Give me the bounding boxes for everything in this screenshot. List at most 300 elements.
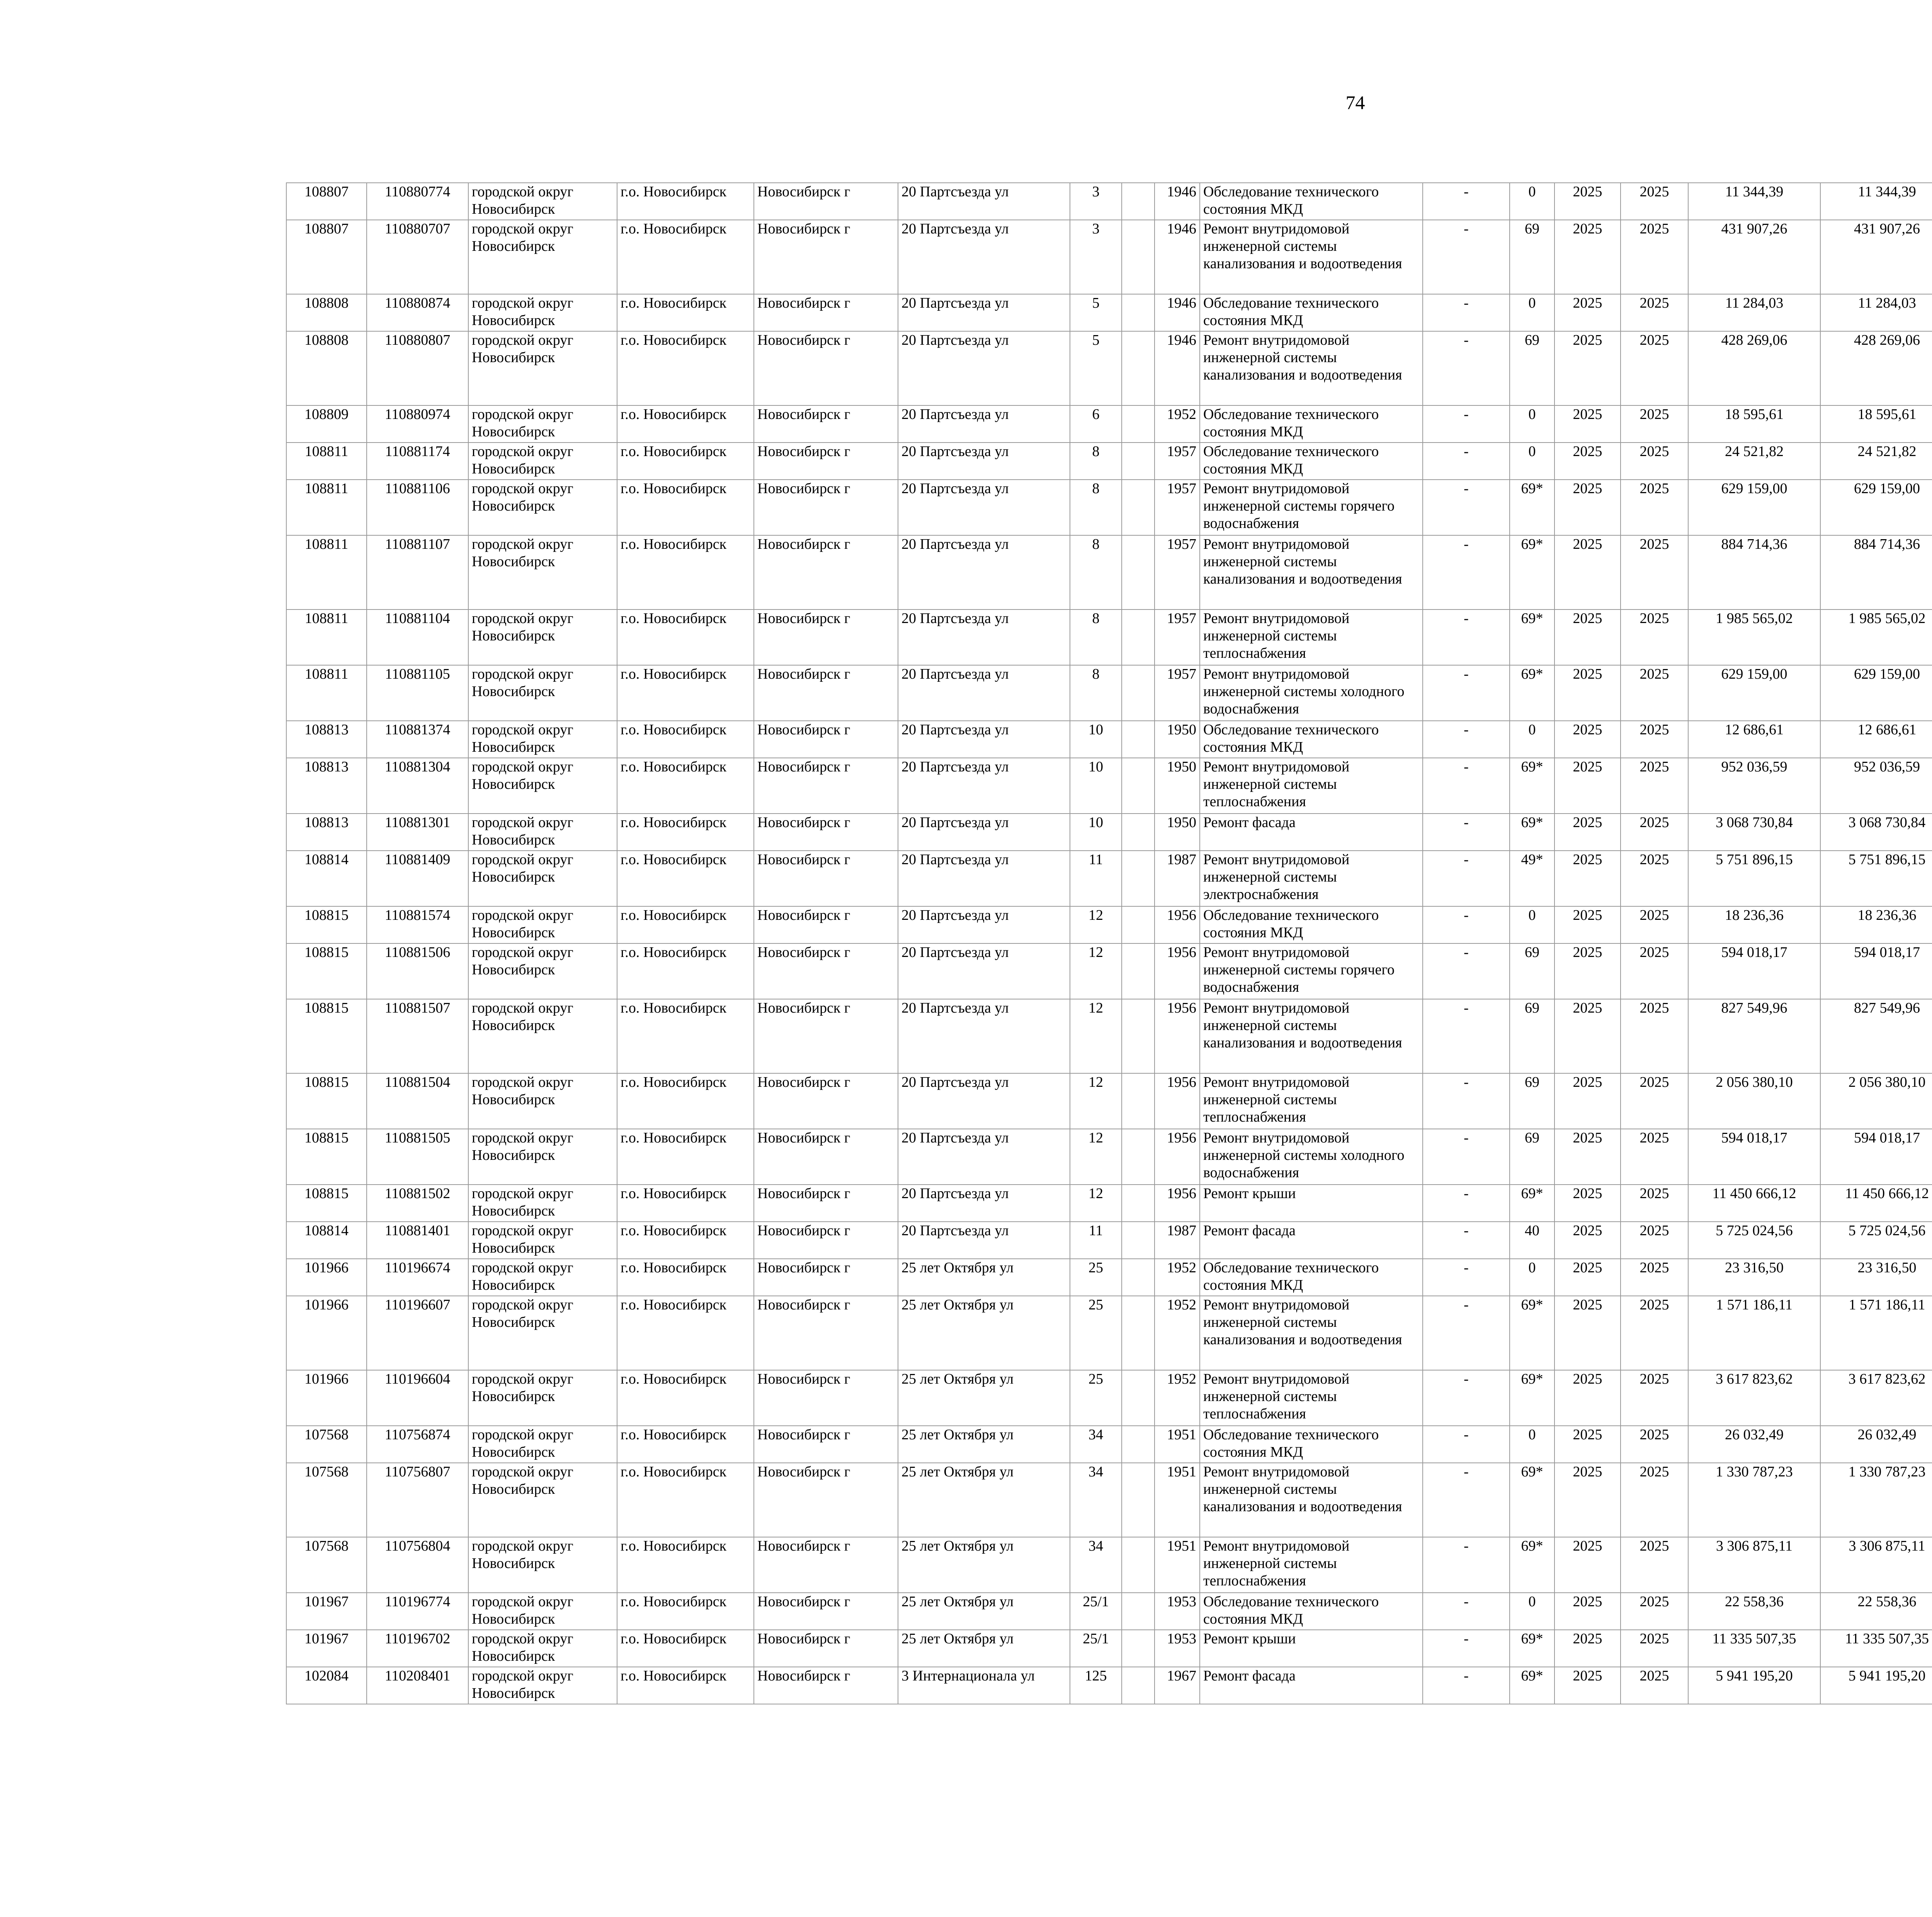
cell-municipality: городской округ Новосибирск [468, 294, 617, 331]
cell-house-number: 34 [1070, 1463, 1122, 1537]
cell-cost-fund: 3 306 875,11 [1820, 1537, 1932, 1593]
cell-street: 20 Партсъезда ул [898, 480, 1070, 535]
cell-work-type: Ремонт внутридомовой инженерной системы холодного водоснабжения [1200, 665, 1423, 721]
cell-total-cost: 629 159,00 [1688, 665, 1820, 721]
cell-plan-year-end: 2025 [1621, 1259, 1688, 1296]
cell-dash: - [1423, 220, 1510, 294]
cell-year-built: 1956 [1155, 906, 1200, 943]
cell-dash: - [1423, 721, 1510, 758]
cell-total-cost: 1 571 186,11 [1688, 1296, 1820, 1370]
cell-object-id: 108811 [286, 443, 367, 480]
table-row [286, 1185, 1932, 1222]
cell-plan-year-start: 2025 [1554, 609, 1621, 665]
cell-total-cost: 431 907,26 [1688, 220, 1820, 294]
cell-municipal-abbr: г.о. Новосибирск [617, 1129, 754, 1185]
cell-dash: - [1423, 294, 1510, 331]
cell-street: 25 лет Октября ул [898, 1630, 1070, 1667]
cell-wear-percent: 69* [1510, 814, 1554, 851]
cell-plan-year-start: 2025 [1554, 1185, 1621, 1222]
cell-work-id: 110881505 [367, 1129, 468, 1185]
cell-plan-year-start: 2025 [1554, 943, 1621, 999]
cell-cost-fund: 11 344,39 [1820, 183, 1932, 220]
cell-locality: Новосибирск г [754, 405, 898, 443]
cell-work-type: Обследование технического состояния МКД [1200, 294, 1423, 331]
table-row [286, 1073, 1932, 1129]
cell-house-number: 5 [1070, 294, 1122, 331]
cell-locality: Новосибирск г [754, 943, 898, 999]
cell-object-id: 108815 [286, 906, 367, 943]
cell-wear-percent: 0 [1510, 1259, 1554, 1296]
cell-building [1122, 1296, 1155, 1370]
cell-municipal-abbr: г.о. Новосибирск [617, 1537, 754, 1593]
cell-total-cost: 11 450 666,12 [1688, 1185, 1820, 1222]
cell-work-id: 110881506 [367, 943, 468, 999]
cell-building [1122, 665, 1155, 721]
cell-plan-year-end: 2025 [1621, 851, 1688, 906]
cell-locality: Новосибирск г [754, 443, 898, 480]
cell-plan-year-end: 2025 [1621, 480, 1688, 535]
cell-dash: - [1423, 814, 1510, 851]
cell-street: 20 Партсъезда ул [898, 294, 1070, 331]
cell-street: 20 Партсъезда ул [898, 1073, 1070, 1129]
cell-total-cost: 5 725 024,56 [1688, 1222, 1820, 1259]
cell-municipal-abbr: г.о. Новосибирск [617, 1370, 754, 1426]
page-number: 74 [1345, 92, 1365, 113]
cell-plan-year-end: 2025 [1621, 1073, 1688, 1129]
table-row [286, 1370, 1932, 1426]
cell-building [1122, 405, 1155, 443]
cell-street: 20 Партсъезда ул [898, 331, 1070, 405]
cell-building [1122, 1537, 1155, 1593]
cell-house-number: 12 [1070, 1185, 1122, 1222]
cell-dash: - [1423, 443, 1510, 480]
cell-house-number: 12 [1070, 906, 1122, 943]
cell-total-cost: 24 521,82 [1688, 443, 1820, 480]
cell-work-id: 110756804 [367, 1537, 468, 1593]
cell-municipal-abbr: г.о. Новосибирск [617, 294, 754, 331]
cell-plan-year-start: 2025 [1554, 183, 1621, 220]
cell-dash: - [1423, 1296, 1510, 1370]
cell-work-type: Ремонт фасада [1200, 1222, 1423, 1259]
table-row [286, 665, 1932, 721]
cell-locality: Новосибирск г [754, 1630, 898, 1667]
cell-work-type: Ремонт внутридомовой инженерной системы горячего водоснабжения [1200, 943, 1423, 999]
cell-building [1122, 721, 1155, 758]
cell-work-type: Ремонт внутридомовой инженерной системы канализования и водоотведения [1200, 1296, 1423, 1370]
cell-dash: - [1423, 535, 1510, 609]
cell-municipality: городской округ Новосибирск [468, 906, 617, 943]
cell-work-id: 110881301 [367, 814, 468, 851]
table-row [286, 851, 1932, 906]
cell-municipal-abbr: г.о. Новосибирск [617, 721, 754, 758]
cell-cost-fund: 3 068 730,84 [1820, 814, 1932, 851]
cell-locality: Новосибирск г [754, 758, 898, 814]
cell-wear-percent: 69* [1510, 1185, 1554, 1222]
cell-year-built: 1950 [1155, 814, 1200, 851]
cell-house-number: 3 [1070, 183, 1122, 220]
cell-municipality: городской округ Новосибирск [468, 851, 617, 906]
cell-object-id: 108811 [286, 609, 367, 665]
cell-locality: Новосибирск г [754, 1426, 898, 1463]
cell-locality: Новосибирск г [754, 721, 898, 758]
table-row [286, 1259, 1932, 1296]
table-row [286, 183, 1932, 220]
cell-dash: - [1423, 1463, 1510, 1537]
cell-total-cost: 11 335 507,35 [1688, 1630, 1820, 1667]
table-row [286, 758, 1932, 814]
cell-municipality: городской округ Новосибирск [468, 665, 617, 721]
cell-plan-year-end: 2025 [1621, 405, 1688, 443]
cell-street: 20 Партсъезда ул [898, 721, 1070, 758]
cell-street: 20 Партсъезда ул [898, 443, 1070, 480]
table-row [286, 1463, 1932, 1537]
cell-street: 25 лет Октября ул [898, 1537, 1070, 1593]
cell-locality: Новосибирск г [754, 814, 898, 851]
cell-street: 25 лет Октября ул [898, 1259, 1070, 1296]
cell-plan-year-end: 2025 [1621, 814, 1688, 851]
cell-municipality: городской округ Новосибирск [468, 999, 617, 1073]
cell-plan-year-end: 2025 [1621, 906, 1688, 943]
cell-locality: Новосибирск г [754, 851, 898, 906]
cell-wear-percent: 40 [1510, 1222, 1554, 1259]
cell-municipal-abbr: г.о. Новосибирск [617, 906, 754, 943]
cell-total-cost: 1 330 787,23 [1688, 1463, 1820, 1537]
cell-municipality: городской округ Новосибирск [468, 721, 617, 758]
cell-locality: Новосибирск г [754, 1463, 898, 1537]
cell-work-type: Обследование технического состояния МКД [1200, 721, 1423, 758]
cell-object-id: 108808 [286, 331, 367, 405]
cell-total-cost: 18 236,36 [1688, 906, 1820, 943]
cell-municipal-abbr: г.о. Новосибирск [617, 1593, 754, 1630]
cell-street: 25 лет Октября ул [898, 1593, 1070, 1630]
cell-cost-fund: 1 985 565,02 [1820, 609, 1932, 665]
cell-plan-year-end: 2025 [1621, 331, 1688, 405]
cell-work-type: Ремонт внутридомовой инженерной системы канализования и водоотведения [1200, 1463, 1423, 1537]
cell-work-id: 110881401 [367, 1222, 468, 1259]
cell-wear-percent: 69* [1510, 1463, 1554, 1537]
table-row [286, 443, 1932, 480]
cell-work-id: 110881104 [367, 609, 468, 665]
cell-building [1122, 1630, 1155, 1667]
cell-house-number: 12 [1070, 999, 1122, 1073]
cell-total-cost: 5 751 896,15 [1688, 851, 1820, 906]
cell-total-cost: 594 018,17 [1688, 943, 1820, 999]
cell-building [1122, 1185, 1155, 1222]
cell-work-type: Ремонт фасада [1200, 814, 1423, 851]
cell-plan-year-start: 2025 [1554, 1426, 1621, 1463]
cell-object-id: 108811 [286, 480, 367, 535]
cell-wear-percent: 69* [1510, 1630, 1554, 1667]
cell-plan-year-start: 2025 [1554, 1593, 1621, 1630]
cell-plan-year-start: 2025 [1554, 1463, 1621, 1537]
cell-plan-year-start: 2025 [1554, 721, 1621, 758]
cell-house-number: 6 [1070, 405, 1122, 443]
cell-plan-year-start: 2025 [1554, 535, 1621, 609]
cell-total-cost: 11 344,39 [1688, 183, 1820, 220]
cell-house-number: 8 [1070, 665, 1122, 721]
cell-dash: - [1423, 1073, 1510, 1129]
cell-cost-fund: 5 725 024,56 [1820, 1222, 1932, 1259]
cell-dash: - [1423, 1593, 1510, 1630]
cell-dash: - [1423, 1222, 1510, 1259]
cell-total-cost: 2 056 380,10 [1688, 1073, 1820, 1129]
cell-cost-fund: 884 714,36 [1820, 535, 1932, 609]
cell-house-number: 12 [1070, 1129, 1122, 1185]
cell-work-id: 110880974 [367, 405, 468, 443]
cell-dash: - [1423, 906, 1510, 943]
cell-street: 20 Партсъезда ул [898, 758, 1070, 814]
cell-house-number: 34 [1070, 1537, 1122, 1593]
cell-object-id: 107568 [286, 1463, 367, 1537]
cell-wear-percent: 69* [1510, 1667, 1554, 1704]
cell-object-id: 108815 [286, 1129, 367, 1185]
cell-wear-percent: 0 [1510, 1593, 1554, 1630]
cell-municipality: городской округ Новосибирск [468, 1370, 617, 1426]
cell-wear-percent: 0 [1510, 183, 1554, 220]
cell-wear-percent: 69* [1510, 1296, 1554, 1370]
cell-work-type: Ремонт внутридомовой инженерной системы теплоснабжения [1200, 758, 1423, 814]
cell-municipality: городской округ Новосибирск [468, 758, 617, 814]
cell-cost-fund: 18 595,61 [1820, 405, 1932, 443]
cell-building [1122, 1370, 1155, 1426]
cell-municipality: городской округ Новосибирск [468, 183, 617, 220]
cell-house-number: 125 [1070, 1667, 1122, 1704]
cell-cost-fund: 952 036,59 [1820, 758, 1932, 814]
cell-plan-year-end: 2025 [1621, 535, 1688, 609]
cell-year-built: 1957 [1155, 609, 1200, 665]
table-row [286, 1296, 1932, 1370]
cell-building [1122, 1667, 1155, 1704]
cell-house-number: 8 [1070, 480, 1122, 535]
cell-building [1122, 1129, 1155, 1185]
cell-wear-percent: 69* [1510, 1370, 1554, 1426]
table-row [286, 814, 1932, 851]
cell-object-id: 101967 [286, 1630, 367, 1667]
cell-building [1122, 1463, 1155, 1537]
cell-object-id: 108815 [286, 1185, 367, 1222]
cell-total-cost: 629 159,00 [1688, 480, 1820, 535]
cell-municipal-abbr: г.о. Новосибирск [617, 1073, 754, 1129]
cell-street: 20 Партсъезда ул [898, 1185, 1070, 1222]
cell-work-type: Ремонт внутридомовой инженерной системы канализования и водоотведения [1200, 220, 1423, 294]
cell-municipality: городской округ Новосибирск [468, 1259, 617, 1296]
cell-cost-fund: 629 159,00 [1820, 480, 1932, 535]
cell-municipal-abbr: г.о. Новосибирск [617, 443, 754, 480]
cell-object-id: 101966 [286, 1296, 367, 1370]
cell-house-number: 12 [1070, 943, 1122, 999]
cell-municipal-abbr: г.о. Новосибирск [617, 1296, 754, 1370]
cell-object-id: 107568 [286, 1537, 367, 1593]
cell-building [1122, 443, 1155, 480]
cell-municipality: городской округ Новосибирск [468, 480, 617, 535]
cell-municipality: городской округ Новосибирск [468, 1296, 617, 1370]
cell-municipality: городской округ Новосибирск [468, 331, 617, 405]
cell-building [1122, 1222, 1155, 1259]
cell-cost-fund: 1 571 186,11 [1820, 1296, 1932, 1370]
cell-plan-year-end: 2025 [1621, 1296, 1688, 1370]
cell-cost-fund: 22 558,36 [1820, 1593, 1932, 1630]
cell-year-built: 1952 [1155, 1296, 1200, 1370]
cell-cost-fund: 11 450 666,12 [1820, 1185, 1932, 1222]
cell-year-built: 1952 [1155, 1259, 1200, 1296]
cell-street: 25 лет Октября ул [898, 1463, 1070, 1537]
cell-house-number: 10 [1070, 758, 1122, 814]
cell-plan-year-end: 2025 [1621, 758, 1688, 814]
cell-municipal-abbr: г.о. Новосибирск [617, 999, 754, 1073]
cell-year-built: 1957 [1155, 443, 1200, 480]
cell-wear-percent: 69 [1510, 331, 1554, 405]
cell-municipality: городской округ Новосибирск [468, 1129, 617, 1185]
cell-street: 20 Партсъезда ул [898, 943, 1070, 999]
cell-work-id: 110881105 [367, 665, 468, 721]
cell-locality: Новосибирск г [754, 294, 898, 331]
cell-work-id: 110881409 [367, 851, 468, 906]
cell-total-cost: 5 941 195,20 [1688, 1667, 1820, 1704]
cell-dash: - [1423, 1129, 1510, 1185]
cell-house-number: 11 [1070, 1222, 1122, 1259]
cell-dash: - [1423, 480, 1510, 535]
cell-year-built: 1956 [1155, 1129, 1200, 1185]
cell-municipal-abbr: г.о. Новосибирск [617, 480, 754, 535]
cell-plan-year-start: 2025 [1554, 906, 1621, 943]
cell-municipal-abbr: г.о. Новосибирск [617, 1426, 754, 1463]
cell-year-built: 1957 [1155, 480, 1200, 535]
cell-plan-year-start: 2025 [1554, 480, 1621, 535]
cell-locality: Новосибирск г [754, 906, 898, 943]
cell-dash: - [1423, 1630, 1510, 1667]
cell-locality: Новосибирск г [754, 1667, 898, 1704]
cell-municipal-abbr: г.о. Новосибирск [617, 405, 754, 443]
cell-building [1122, 294, 1155, 331]
cell-plan-year-end: 2025 [1621, 1222, 1688, 1259]
cell-object-id: 101966 [286, 1370, 367, 1426]
cell-building [1122, 943, 1155, 999]
cell-year-built: 1956 [1155, 943, 1200, 999]
cell-locality: Новосибирск г [754, 1370, 898, 1426]
cell-municipality: городской округ Новосибирск [468, 1593, 617, 1630]
cell-work-id: 110881507 [367, 999, 468, 1073]
cell-cost-fund: 18 236,36 [1820, 906, 1932, 943]
cell-street: 20 Партсъезда ул [898, 183, 1070, 220]
cell-object-id: 108815 [286, 1073, 367, 1129]
cell-municipal-abbr: г.о. Новосибирск [617, 1463, 754, 1537]
cell-municipality: городской округ Новосибирск [468, 1667, 617, 1704]
cell-cost-fund: 629 159,00 [1820, 665, 1932, 721]
table-row [286, 220, 1932, 294]
cell-street: 20 Партсъезда ул [898, 220, 1070, 294]
cell-house-number: 10 [1070, 721, 1122, 758]
cell-object-id: 107568 [286, 1426, 367, 1463]
cell-work-type: Ремонт внутридомовой инженерной системы теплоснабжения [1200, 1537, 1423, 1593]
cell-year-built: 1987 [1155, 1222, 1200, 1259]
cell-year-built: 1953 [1155, 1630, 1200, 1667]
cell-object-id: 108814 [286, 851, 367, 906]
cell-locality: Новосибирск г [754, 1073, 898, 1129]
cell-work-type: Обследование технического состояния МКД [1200, 405, 1423, 443]
cell-house-number: 8 [1070, 443, 1122, 480]
cell-building [1122, 1593, 1155, 1630]
cell-object-id: 101966 [286, 1259, 367, 1296]
cell-plan-year-end: 2025 [1621, 1593, 1688, 1630]
cell-house-number: 5 [1070, 331, 1122, 405]
cell-municipality: городской округ Новосибирск [468, 1537, 617, 1593]
cell-wear-percent: 0 [1510, 294, 1554, 331]
capital-repair-table [286, 182, 1932, 1704]
cell-building [1122, 1073, 1155, 1129]
cell-wear-percent: 69* [1510, 758, 1554, 814]
cell-object-id: 108811 [286, 535, 367, 609]
cell-wear-percent: 69* [1510, 480, 1554, 535]
cell-locality: Новосибирск г [754, 1129, 898, 1185]
cell-house-number: 12 [1070, 1073, 1122, 1129]
cell-year-built: 1957 [1155, 665, 1200, 721]
cell-locality: Новосибирск г [754, 183, 898, 220]
cell-plan-year-end: 2025 [1621, 1537, 1688, 1593]
cell-cost-fund: 5 751 896,15 [1820, 851, 1932, 906]
cell-work-id: 110196774 [367, 1593, 468, 1630]
cell-plan-year-start: 2025 [1554, 1537, 1621, 1593]
cell-building [1122, 220, 1155, 294]
cell-work-type: Ремонт внутридомовой инженерной системы канализования и водоотведения [1200, 999, 1423, 1073]
cell-total-cost: 827 549,96 [1688, 999, 1820, 1073]
table-row [286, 480, 1932, 535]
cell-cost-fund: 23 316,50 [1820, 1259, 1932, 1296]
cell-street: 20 Партсъезда ул [898, 851, 1070, 906]
cell-street: 20 Партсъезда ул [898, 906, 1070, 943]
cell-plan-year-start: 2025 [1554, 814, 1621, 851]
cell-work-type: Ремонт крыши [1200, 1630, 1423, 1667]
table-body [286, 183, 1932, 1704]
cell-year-built: 1950 [1155, 721, 1200, 758]
cell-municipal-abbr: г.о. Новосибирск [617, 851, 754, 906]
cell-cost-fund: 11 335 507,35 [1820, 1630, 1932, 1667]
cell-cost-fund: 594 018,17 [1820, 1129, 1932, 1185]
cell-year-built: 1946 [1155, 220, 1200, 294]
cell-work-type: Ремонт внутридомовой инженерной системы горячего водоснабжения [1200, 480, 1423, 535]
cell-plan-year-start: 2025 [1554, 1667, 1621, 1704]
cell-plan-year-start: 2025 [1554, 1630, 1621, 1667]
cell-cost-fund: 11 284,03 [1820, 294, 1932, 331]
cell-year-built: 1952 [1155, 405, 1200, 443]
cell-cost-fund: 594 018,17 [1820, 943, 1932, 999]
cell-municipal-abbr: г.о. Новосибирск [617, 183, 754, 220]
cell-plan-year-end: 2025 [1621, 294, 1688, 331]
cell-object-id: 108814 [286, 1222, 367, 1259]
cell-house-number: 10 [1070, 814, 1122, 851]
cell-plan-year-end: 2025 [1621, 943, 1688, 999]
cell-municipality: городской округ Новосибирск [468, 1630, 617, 1667]
cell-wear-percent: 69 [1510, 1129, 1554, 1185]
cell-plan-year-start: 2025 [1554, 851, 1621, 906]
table-row [286, 1129, 1932, 1185]
cell-municipality: городской округ Новосибирск [468, 535, 617, 609]
cell-municipality: городской округ Новосибирск [468, 220, 617, 294]
cell-municipal-abbr: г.о. Новосибирск [617, 609, 754, 665]
cell-locality: Новосибирск г [754, 220, 898, 294]
cell-street: 20 Партсъезда ул [898, 1222, 1070, 1259]
cell-locality: Новосибирск г [754, 1537, 898, 1593]
cell-object-id: 108807 [286, 183, 367, 220]
cell-wear-percent: 0 [1510, 405, 1554, 443]
cell-wear-percent: 69* [1510, 609, 1554, 665]
cell-object-id: 108809 [286, 405, 367, 443]
cell-locality: Новосибирск г [754, 480, 898, 535]
cell-dash: - [1423, 1426, 1510, 1463]
cell-total-cost: 3 306 875,11 [1688, 1537, 1820, 1593]
cell-work-id: 110196702 [367, 1630, 468, 1667]
cell-object-id: 108815 [286, 999, 367, 1073]
cell-street: 20 Партсъезда ул [898, 535, 1070, 609]
